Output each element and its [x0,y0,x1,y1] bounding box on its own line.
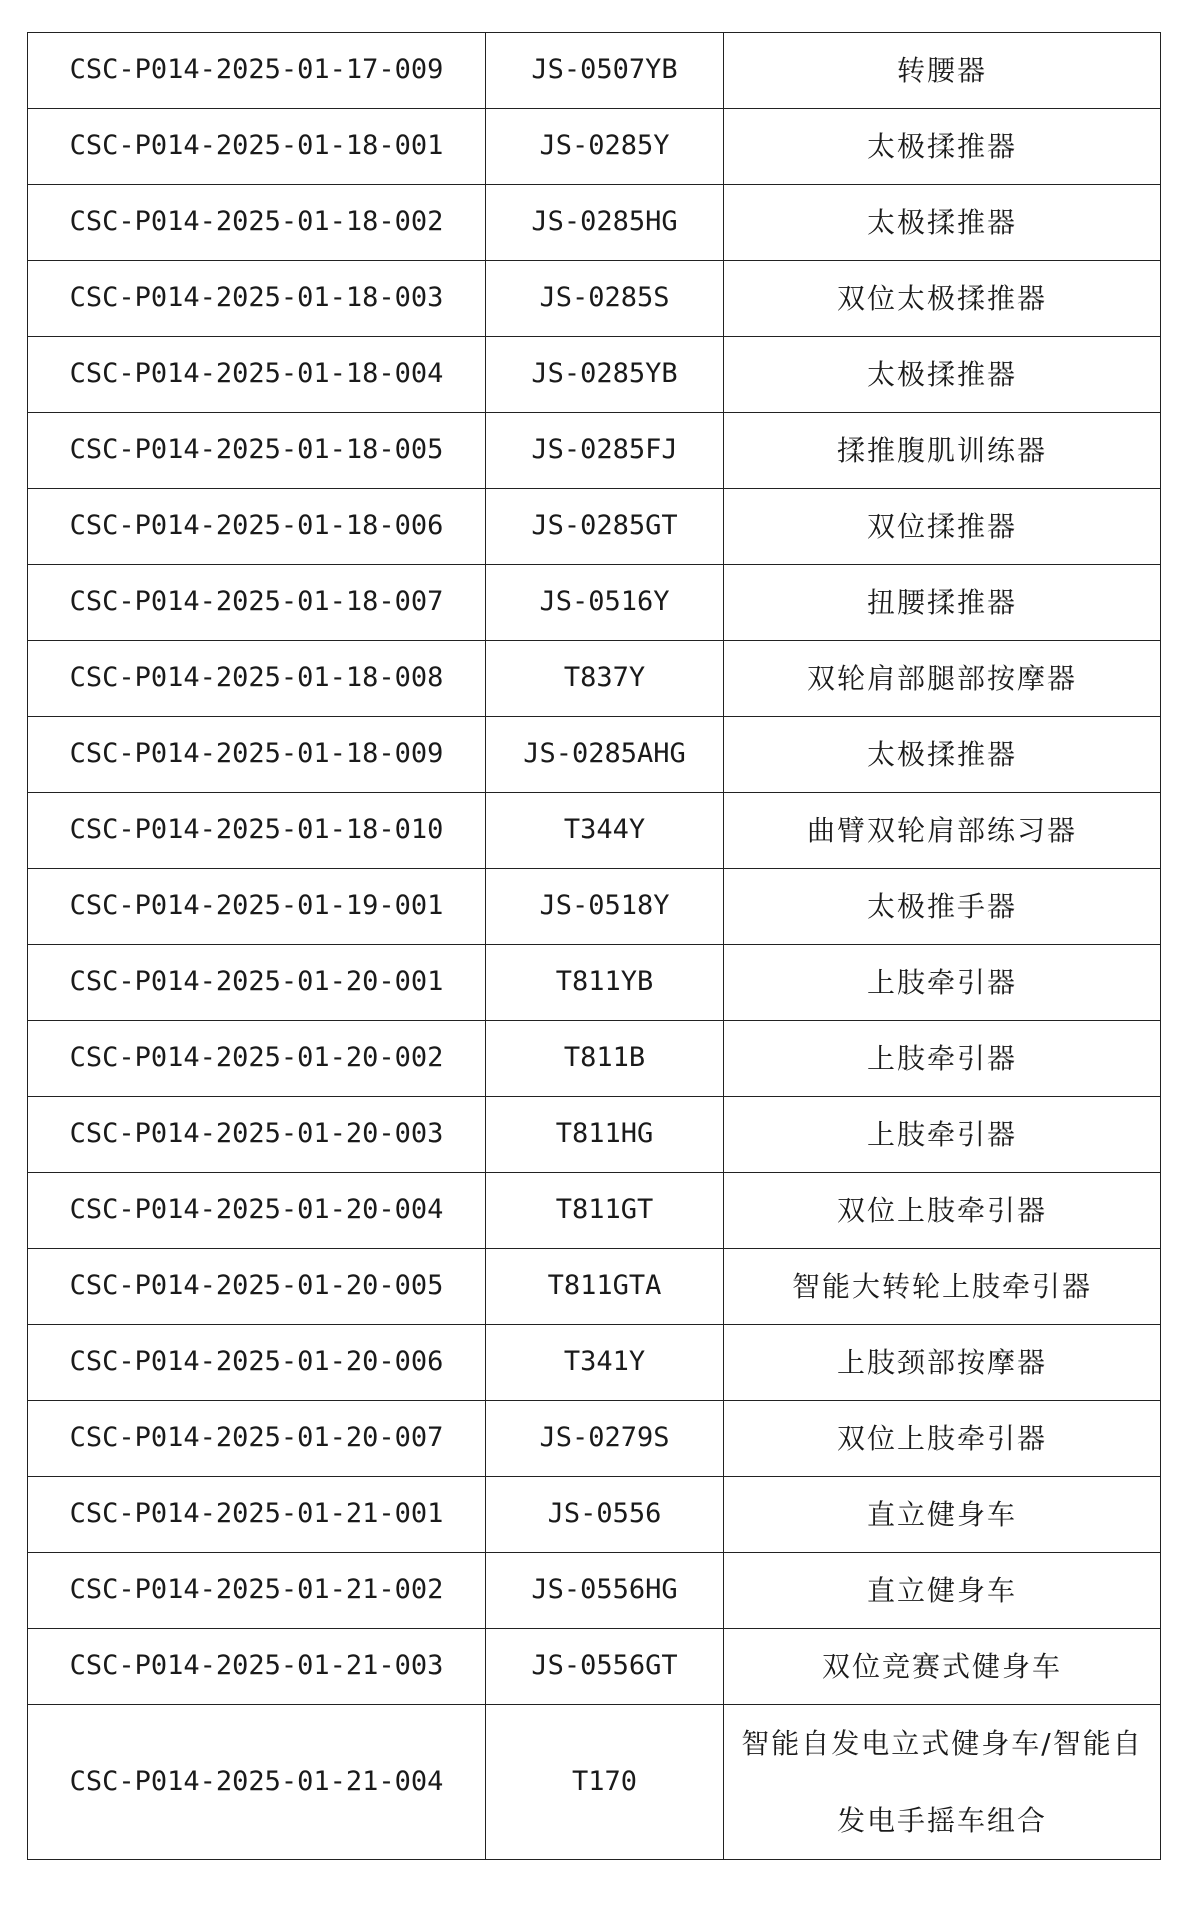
certificate-code-cell: CSC-P014-2025-01-21-003 [28,1629,486,1705]
table-row [28,413,1161,489]
certificate-code-cell: CSC-P014-2025-01-20-004 [28,1173,486,1249]
table-row [28,1477,1161,1553]
product-name-cell: 太极揉推器 [724,109,1161,185]
product-name-cell: 直立健身车 [724,1553,1161,1629]
model-cell: JS-0285GT [486,489,724,565]
table-row [28,1097,1161,1173]
product-name-cell: 智能自发电立式健身车/智能自发电手摇车组合 [724,1705,1161,1860]
product-name-cell: 智能大转轮上肢牵引器 [724,1249,1161,1325]
product-name-cell: 双位竞赛式健身车 [724,1629,1161,1705]
table-row [28,489,1161,565]
table-row [28,1629,1161,1705]
model-cell: JS-0507YB [486,33,724,109]
model-cell: T811HG [486,1097,724,1173]
product-name-cell: 曲臂双轮肩部练习器 [724,793,1161,869]
product-name-cell: 揉推腹肌训练器 [724,413,1161,489]
model-cell: T811GT [486,1173,724,1249]
model-cell: JS-0285YB [486,337,724,413]
product-name-cell: 上肢牵引器 [724,1097,1161,1173]
table-row [28,565,1161,641]
certificate-code-cell: CSC-P014-2025-01-18-004 [28,337,486,413]
product-name-cell: 双位上肢牵引器 [724,1173,1161,1249]
model-cell: JS-0279S [486,1401,724,1477]
certificate-code-cell: CSC-P014-2025-01-18-010 [28,793,486,869]
table-row [28,1249,1161,1325]
product-name-cell: 太极揉推器 [724,337,1161,413]
model-cell: JS-0556 [486,1477,724,1553]
product-name-cell: 太极推手器 [724,869,1161,945]
product-name-cell: 转腰器 [724,33,1161,109]
certificate-code-cell: CSC-P014-2025-01-20-003 [28,1097,486,1173]
certificate-code-cell: CSC-P014-2025-01-18-006 [28,489,486,565]
certificate-code-cell: CSC-P014-2025-01-18-008 [28,641,486,717]
model-cell: JS-0518Y [486,869,724,945]
table-row [28,1325,1161,1401]
table-row [28,1705,1161,1860]
product-name-cell: 太极揉推器 [724,717,1161,793]
certificate-code-cell: CSC-P014-2025-01-18-001 [28,109,486,185]
product-name-cell: 太极揉推器 [724,185,1161,261]
model-cell: T811YB [486,945,724,1021]
model-cell: T837Y [486,641,724,717]
product-name-cell: 上肢牵引器 [724,1021,1161,1097]
certificate-table [27,32,1161,1860]
product-name-cell: 双位太极揉推器 [724,261,1161,337]
certificate-code-cell: CSC-P014-2025-01-17-009 [28,33,486,109]
model-cell: JS-0556HG [486,1553,724,1629]
model-cell: T170 [486,1705,724,1860]
product-name-cell: 扭腰揉推器 [724,565,1161,641]
certificate-code-cell: CSC-P014-2025-01-18-009 [28,717,486,793]
certificate-code-cell: CSC-P014-2025-01-20-002 [28,1021,486,1097]
model-cell: JS-0516Y [486,565,724,641]
certificate-code-cell: CSC-P014-2025-01-19-001 [28,869,486,945]
certificate-code-cell: CSC-P014-2025-01-21-002 [28,1553,486,1629]
table-row [28,1401,1161,1477]
model-cell: JS-0556GT [486,1629,724,1705]
product-name-cell: 双轮肩部腿部按摩器 [724,641,1161,717]
table-row [28,261,1161,337]
certificate-code-cell: CSC-P014-2025-01-20-006 [28,1325,486,1401]
model-cell: T811B [486,1021,724,1097]
table-row [28,793,1161,869]
model-cell: JS-0285HG [486,185,724,261]
certificate-code-cell: CSC-P014-2025-01-20-001 [28,945,486,1021]
product-name-cell: 双位揉推器 [724,489,1161,565]
product-name-cell: 上肢颈部按摩器 [724,1325,1161,1401]
table-row [28,641,1161,717]
product-name-cell: 上肢牵引器 [724,945,1161,1021]
model-cell: JS-0285Y [486,109,724,185]
table-row [28,1173,1161,1249]
table-row [28,717,1161,793]
table-body [28,33,1161,1860]
model-cell: JS-0285FJ [486,413,724,489]
table-row [28,33,1161,109]
table-row [28,945,1161,1021]
certificate-code-cell: CSC-P014-2025-01-18-002 [28,185,486,261]
certificate-code-cell: CSC-P014-2025-01-21-004 [28,1705,486,1860]
model-cell: T344Y [486,793,724,869]
table-row [28,109,1161,185]
certificate-code-cell: CSC-P014-2025-01-18-007 [28,565,486,641]
model-cell: T811GTA [486,1249,724,1325]
table-row [28,337,1161,413]
certificate-code-cell: CSC-P014-2025-01-18-003 [28,261,486,337]
model-cell: T341Y [486,1325,724,1401]
model-cell: JS-0285AHG [486,717,724,793]
certificate-code-cell: CSC-P014-2025-01-18-005 [28,413,486,489]
table-row [28,869,1161,945]
product-name-cell: 双位上肢牵引器 [724,1401,1161,1477]
certificate-code-cell: CSC-P014-2025-01-20-007 [28,1401,486,1477]
table-row [28,1021,1161,1097]
certificate-code-cell: CSC-P014-2025-01-20-005 [28,1249,486,1325]
table-row [28,1553,1161,1629]
table-row [28,185,1161,261]
model-cell: JS-0285S [486,261,724,337]
certificate-code-cell: CSC-P014-2025-01-21-001 [28,1477,486,1553]
product-name-cell: 直立健身车 [724,1477,1161,1553]
